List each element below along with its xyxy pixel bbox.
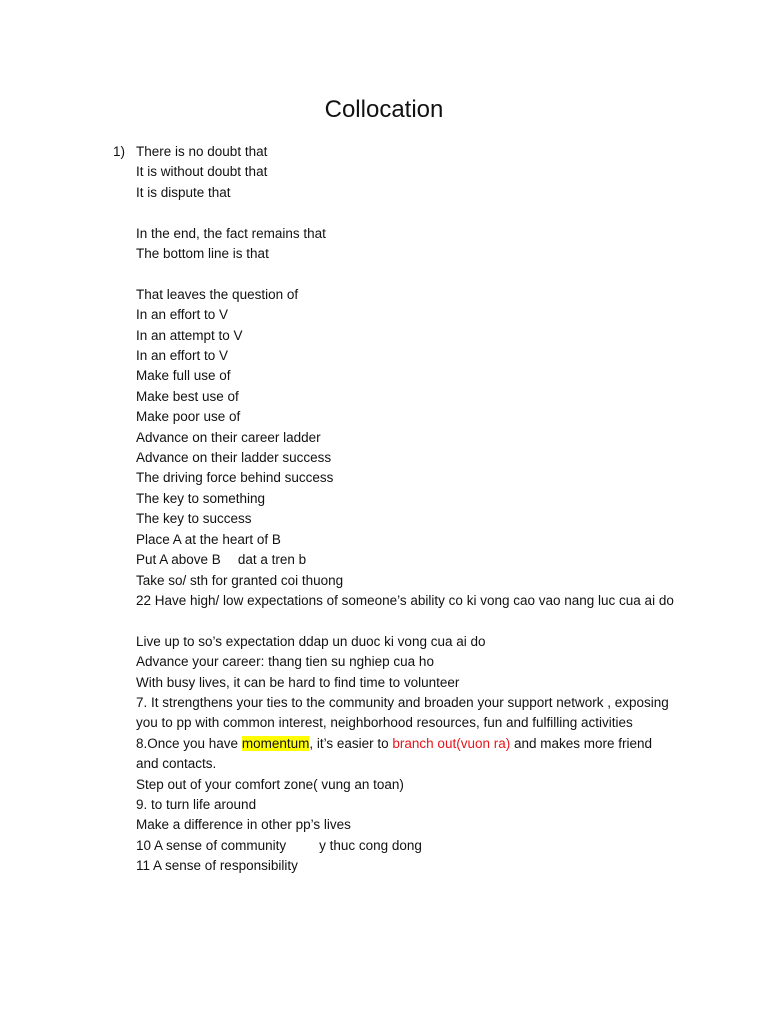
list-marker: 1) [113,144,126,159]
text-line: In an effort to V [136,348,229,364]
text-line: Make a difference in other pp’s lives [136,817,351,833]
text-line: Advance on their ladder success [136,450,332,466]
text-line: Take so/ sth for granted coi thuong [136,572,344,588]
text-line [136,836,676,856]
text-line: The driving force behind success [136,470,334,486]
text-line: 9. to turn life around [136,796,257,812]
text-line: The bottom line is that [136,246,269,262]
text-line: There is no doubt that [136,144,268,159]
text-line: Place A at the heart of B [136,531,281,547]
text-line: The key to something [136,490,266,506]
text-line [136,550,676,570]
text-line: Make best use of [136,388,239,404]
text-line-part: Put A above B [136,552,221,568]
text-line-part: 10 A sense of community [136,837,287,853]
text-line: Advance on their career ladder [136,429,321,445]
text-line: Make poor use of [136,409,241,425]
blank-line [136,611,676,631]
text-line: 11 A sense of responsibility [136,858,298,874]
text-line: That leaves the question of [136,286,299,302]
text-line: Live up to so’s expectation ddap un duoc ki vong cua ai do [136,633,486,649]
blank-line [136,203,676,223]
text-line [136,734,676,775]
text-line: 22 Have high/ low expectations of someone’s ability co ki vong cao vao nang luc cua ai do [136,592,674,608]
text-line: 7. It strengthens your ties to the community and broaden your support network , exposing you to pp with common interest, neighborhood resources, fun and fulfilling activities [136,694,669,731]
text-line: With busy lives, it can be hard to find time to volunteer [136,674,460,690]
text-line-part: , it’s easier to [309,735,393,751]
text-line: It is dispute that [136,184,231,200]
text-line: The key to success [136,511,252,527]
text-line-part: dat a tren b [237,552,307,568]
red-text: branch out(vuon ra) [392,735,511,751]
text-line: Advance your career: thang tien su nghiep cua ho [136,654,434,670]
document-title: Collocation [324,96,444,123]
text-line: It is without doubt that [136,164,268,180]
collocation-list [136,142,676,877]
text-line: In the end, the fact remains that [136,225,326,241]
text-line-part: 8.Once you have [136,735,242,751]
text-line: Make full use of [136,368,231,384]
highlighted-text: momentum [241,735,310,751]
blank-line [136,264,676,284]
text-line: In an attempt to V [136,327,243,343]
text-line-part: and makes more friend and contacts. [136,735,653,772]
text-line-part: y thuc cong dong [319,837,422,853]
text-line: Step out of your comfort zone( vung an toan) [136,776,404,792]
text-line: In an effort to V [136,307,229,323]
